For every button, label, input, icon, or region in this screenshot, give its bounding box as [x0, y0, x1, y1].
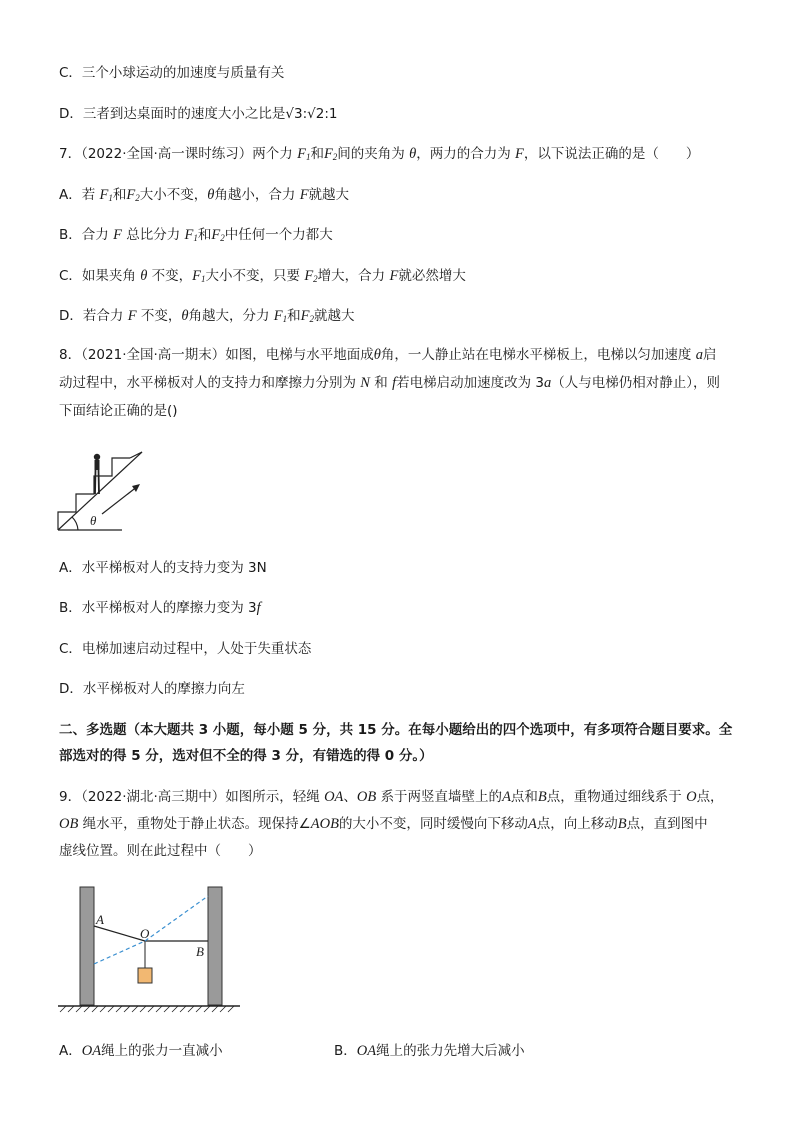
acceleration-arrow — [102, 486, 138, 514]
q6-option-c: C．三个小球运动的加速度与质量有关 — [59, 65, 285, 81]
ground-hatching — [60, 1006, 234, 1012]
q7-var-f1: $F_1$ — [297, 146, 311, 162]
q7-option-d: D．若合力 F 不变，θ角越大，分力 $F_1$和$F_2$就越大 — [59, 308, 355, 324]
q7-stem-part: ，两力的合力为 — [416, 146, 511, 162]
rope-oa — [94, 926, 145, 941]
escalator-incline — [58, 452, 142, 530]
q7-var-f: F — [515, 146, 524, 162]
q7-option-a: A．若 $F_1$和$F_2$大小不变，θ角越小，合力 F就越大 — [59, 187, 350, 203]
arrow-head — [132, 484, 140, 492]
q7-stem-part: ，以下说法正确的是（ ） — [523, 146, 700, 162]
dashed-rope-oa — [94, 941, 145, 964]
q9-stem-line3: 虚线位置。则在此过程中（ ） — [59, 843, 262, 859]
q8-stem-line2: 动过程中，水平梯板对人的支持力和摩擦力分别为 N 和 f若电梯启动加速度改为 3a（人与电梯仍相对静止），则 — [59, 375, 720, 391]
q9-option-b: B．OA绳上的张力先增大后减小 — [334, 1043, 525, 1059]
q9-option-a: A．OA绳上的张力一直减小 — [59, 1043, 223, 1059]
q7-var-theta: θ — [409, 146, 417, 162]
person-figure — [94, 454, 100, 494]
q6-option-d — [59, 104, 337, 124]
right-wall — [208, 887, 222, 1005]
q7-var-f2: $F_2$ — [323, 146, 338, 162]
angle-arc — [72, 517, 78, 530]
q7-stem-part: 和 — [310, 146, 324, 162]
q8-stem-line3: 下面结论正确的是() — [59, 403, 178, 419]
q8-option-a: A．水平梯板对人的支持力变为 3N — [59, 560, 267, 576]
q6-option-d-text: D．三者到达桌面时的速度大小之比是 — [59, 106, 286, 122]
q8-option-c: C．电梯加速启动过程中，人处于失重状态 — [59, 641, 312, 657]
left-wall — [80, 887, 94, 1005]
q8-stem-line1: 8．（2021·全国·高一期末）如图，电梯与水平地面成θ角，一人静止站在电梯水平梯板上，电梯以匀加速度 a启 — [59, 347, 717, 363]
q7-stem-part: 间的夹角为 — [337, 146, 405, 162]
point-o-label: O — [140, 926, 150, 941]
q8-option-b: B．水平梯板对人的摩擦力变为 3f — [59, 600, 261, 616]
q7-stem-part: 7．（2022·全国·高一课时练习）两个力 — [59, 146, 293, 162]
q7-option-b: B．合力 F 总比分力 $F_1$和$F_2$中任何一个力都大 — [59, 227, 333, 243]
point-b-label: B — [196, 944, 204, 959]
section-heading-line2: 部选对的得 5 分，选对但不全的得 3 分，有错选的得 0 分。） — [59, 748, 433, 764]
theta-label: θ — [90, 513, 97, 528]
q9-stem-line2: OB 绳水平，重物处于静止状态。现保持∠AOB的大小不变，同时缓慢向下移动A点，向上移动B点，直到图中 — [59, 816, 708, 832]
weight-block — [138, 968, 152, 983]
escalator-figure — [56, 448, 146, 534]
q9-stem-line1: 9．（2022·湖北·高三期中）如图所示，轻绳 OA、OB 系于两竖直墙壁上的A点和B点，重物通过细线系于 O点， — [59, 789, 724, 805]
q6-option-d-ratio: √3:√2:1 — [285, 106, 338, 122]
q8-option-d: D．水平梯板对人的摩擦力向左 — [59, 681, 245, 697]
q7-stem — [59, 144, 699, 167]
q7-option-c: C．如果夹角 θ 不变，$F_1$大小不变，只要 $F_2$增大，合力 F就必然增大 — [59, 268, 466, 284]
dashed-rope-ob — [145, 896, 208, 941]
point-a-label: A — [96, 912, 104, 927]
section-heading-line1: 二、多选题（本大题共 3 小题，每小题 5 分，共 15 分。在每小题给出的四个选项中，有多项符合题目要求。全 — [59, 722, 733, 738]
walls-rope-figure — [56, 884, 242, 1016]
